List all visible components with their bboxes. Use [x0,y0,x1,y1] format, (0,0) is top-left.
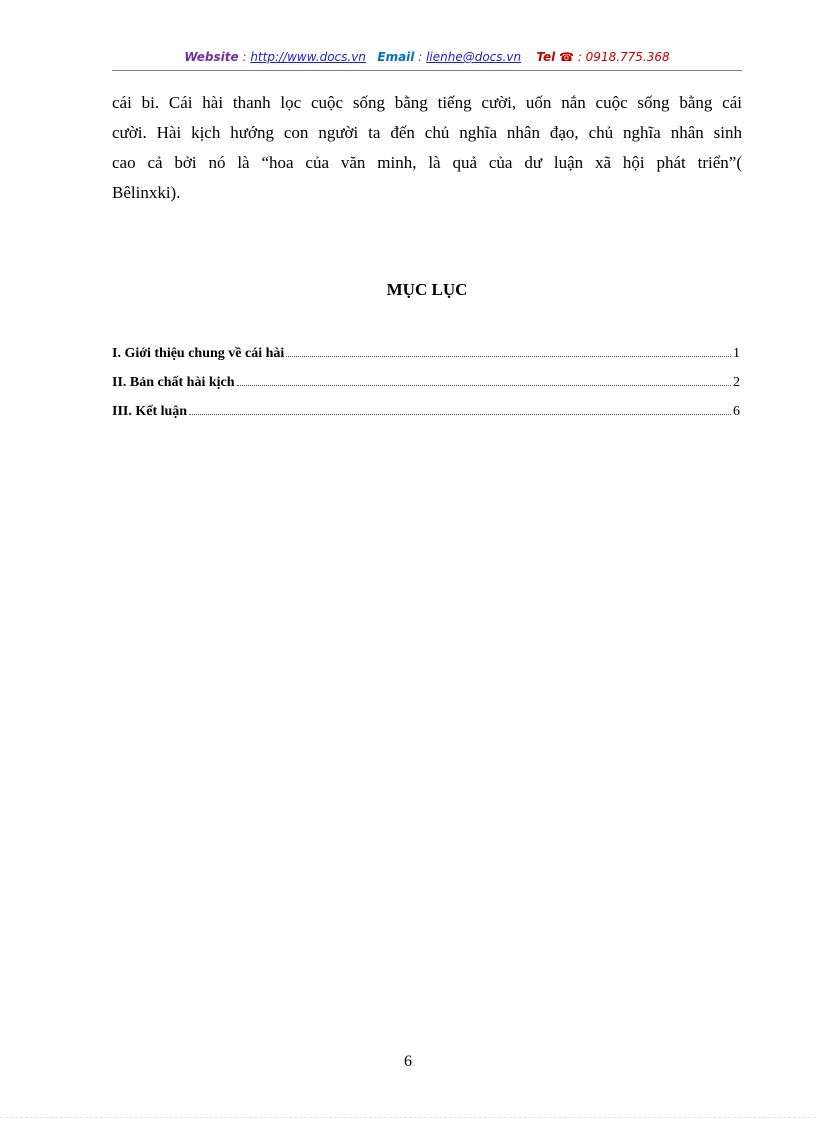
email-link[interactable]: lienhe@docs.vn [426,50,522,64]
body-line: cao cả bởi nó là “hoa của văn minh, là quả của dư luận xã hội phát triển”( [112,153,742,172]
toc-title: MỤC LỤC [386,280,468,299]
toc-entry-page: 2 [733,375,740,390]
page-number: 6 [404,1053,412,1070]
body-paragraph [112,88,742,208]
tel-label: Tel [536,50,556,64]
toc-entry[interactable] [112,375,740,404]
toc-entry-title: III. Kết luận [112,404,188,419]
email-label: Email [377,50,415,64]
page-header [112,50,742,70]
toc-entry-page: 1 [733,346,740,361]
website-separator: : [238,50,251,64]
page-edge [0,1117,816,1118]
toc-leader [286,356,731,357]
body-line: cái bi. Cái hài thanh lọc cuộc sống bằng tiếng cười, uốn nắn cuộc sống bằng cái [112,93,742,112]
toc-entry-title: I. Giới thiệu chung về cái hài [112,346,285,361]
website-link[interactable]: http://www.docs.vn [250,50,366,64]
body-line: cười. Hài kịch hướng con người ta đến chủ nghĩa nhân đạo, chủ nghĩa nhân sinh [112,123,742,142]
website-label: Website [184,50,239,64]
tel-number: : 0918.775.368 [574,50,670,64]
toc-leader [237,385,731,386]
toc-entry[interactable] [112,404,740,433]
email-separator: : [414,50,427,64]
toc-entry-title: II. Bản chất hài kịch [112,375,235,390]
phone-icon: ☎ [559,50,574,64]
body-line: Bêlinxki). [112,183,181,202]
header-rule [112,70,742,71]
table-of-contents [112,346,740,433]
toc-entry[interactable] [112,346,740,375]
toc-leader [189,414,731,415]
toc-entry-page: 6 [733,404,740,419]
